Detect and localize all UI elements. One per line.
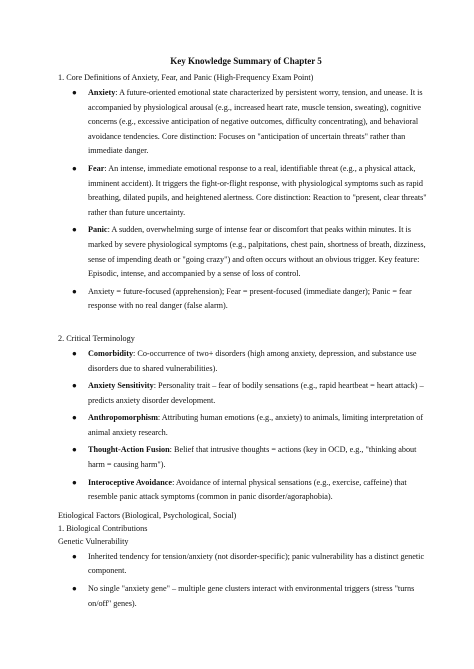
list-item: [58, 86, 434, 159]
term: Anthropomorphism: [88, 413, 158, 423]
list-text: No single "anxiety gene" – multiple gene clusters interact with environmental triggers (stress "turns on/off" genes).: [88, 584, 415, 608]
list-item: [58, 347, 434, 376]
bullet-icon: ●: [72, 286, 77, 296]
section2-list: [58, 347, 434, 505]
section1-list: [58, 86, 434, 314]
definition: : Avoidance of internal physical sensations (e.g., exercise, caffeine) that resemble panic attack symptoms (common in panic disorder/agoraphobia).: [88, 477, 407, 502]
section1-heading: 1. Core Definitions of Anxiety, Fear, and Panic (High-Frequency Exam Point): [58, 73, 314, 82]
etiology-heading: Etiological Factors (Biological, Psychological, Social): [58, 510, 237, 520]
list-item: [58, 443, 434, 472]
genetic-list: [58, 550, 434, 611]
definition: : Co-occurrence of two+ disorders (high among anxiety, depression, and substance use disorders due to shared vulnerabilities).: [88, 348, 417, 373]
bullet-icon: ●: [72, 477, 77, 487]
bullet-icon: ●: [72, 413, 77, 423]
definition: : Personality trait – fear of bodily sensations (e.g., rapid heartbeat = heart attack) – predicts anxiety disorder development.: [88, 381, 424, 405]
bullet-icon: ●: [72, 88, 77, 97]
term: Anxiety Sensitivity: [88, 381, 154, 391]
term: Interoceptive Avoidance: [88, 477, 173, 487]
biological-heading: 1. Biological Contributions: [58, 523, 148, 533]
definition: : Attributing human emotions (e.g., anxiety) to animals, limiting interpretation of animal anxiety research.: [88, 413, 424, 437]
definition: : An intense, immediate emotional response to a real, identifiable threat (e.g., a physical attack, imminent accident). It triggers the fight-or-flight response, with physiological symptoms such as rapid breathing, dilated pupils, and heightened alertness. Core distinction: Reaction to "present, clear threats" rather than future uncertainty.: [88, 163, 427, 217]
bullet-icon: ●: [72, 225, 77, 235]
list-item: [58, 162, 434, 220]
list-item: [58, 285, 434, 314]
list-item: [58, 476, 434, 505]
term: Thought-Action Fusion: [88, 445, 170, 455]
list-item: [58, 223, 434, 281]
definition: : A sudden, overwhelming surge of intense fear or discomfort that peaks within minutes. It is marked by severe physiological symptoms (e.g., palpitations, chest pain, shortness of breath, dizziness, sense of impending death or "going crazy") and often occurs without an obvious trigger. Key feature: Episodic, intense, and accompanied by a sense of loss of control.: [88, 225, 426, 279]
section2-heading: 2. Critical Terminology: [58, 333, 135, 343]
term: Anxiety: [88, 88, 116, 97]
bullet-icon: ●: [72, 348, 77, 358]
bullet-icon: ●: [72, 584, 77, 594]
term: Fear: [88, 163, 105, 173]
list-item: [58, 582, 434, 611]
bullet-icon: ●: [72, 163, 77, 173]
bullet-icon: ●: [72, 381, 77, 391]
bullet-icon: ●: [72, 551, 77, 561]
summary-text: Anxiety = future-focused (apprehension); Fear = present-focused (immediate danger); Panic = fear response with no real danger (false alarm).: [88, 286, 412, 311]
definition: : A future-oriented emotional state characterized by persistent worry, tension, and unease. It is accompanied by physiological arousal (e.g., increased heart rate, muscle tension, sweating), cognitive concerns (e.g., excessive anticipation of negative outcomes, difficulty concentrating), and behavioral avoidance tendencies. Core distinction: Focuses on "anticipation of uncertain threats" rather than immediate danger.: [88, 88, 423, 156]
list-item: [58, 550, 434, 579]
list-text: Inherited tendency for tension/anxiety (not disorder-specific); panic vulnerability has a distinct genetic component.: [88, 551, 425, 576]
term: Comorbidity: [88, 348, 134, 358]
document-title: Key Knowledge Summary of Chapter 5: [170, 56, 322, 66]
bullet-icon: ●: [72, 445, 77, 455]
definition: : Belief that intrusive thoughts = actions (key in OCD, e.g., "thinking about harm = causing harm").: [88, 445, 417, 470]
term: Panic: [88, 225, 108, 235]
list-item: [58, 411, 434, 440]
genetic-heading: Genetic Vulnerability: [58, 536, 129, 546]
list-item: [58, 379, 434, 408]
